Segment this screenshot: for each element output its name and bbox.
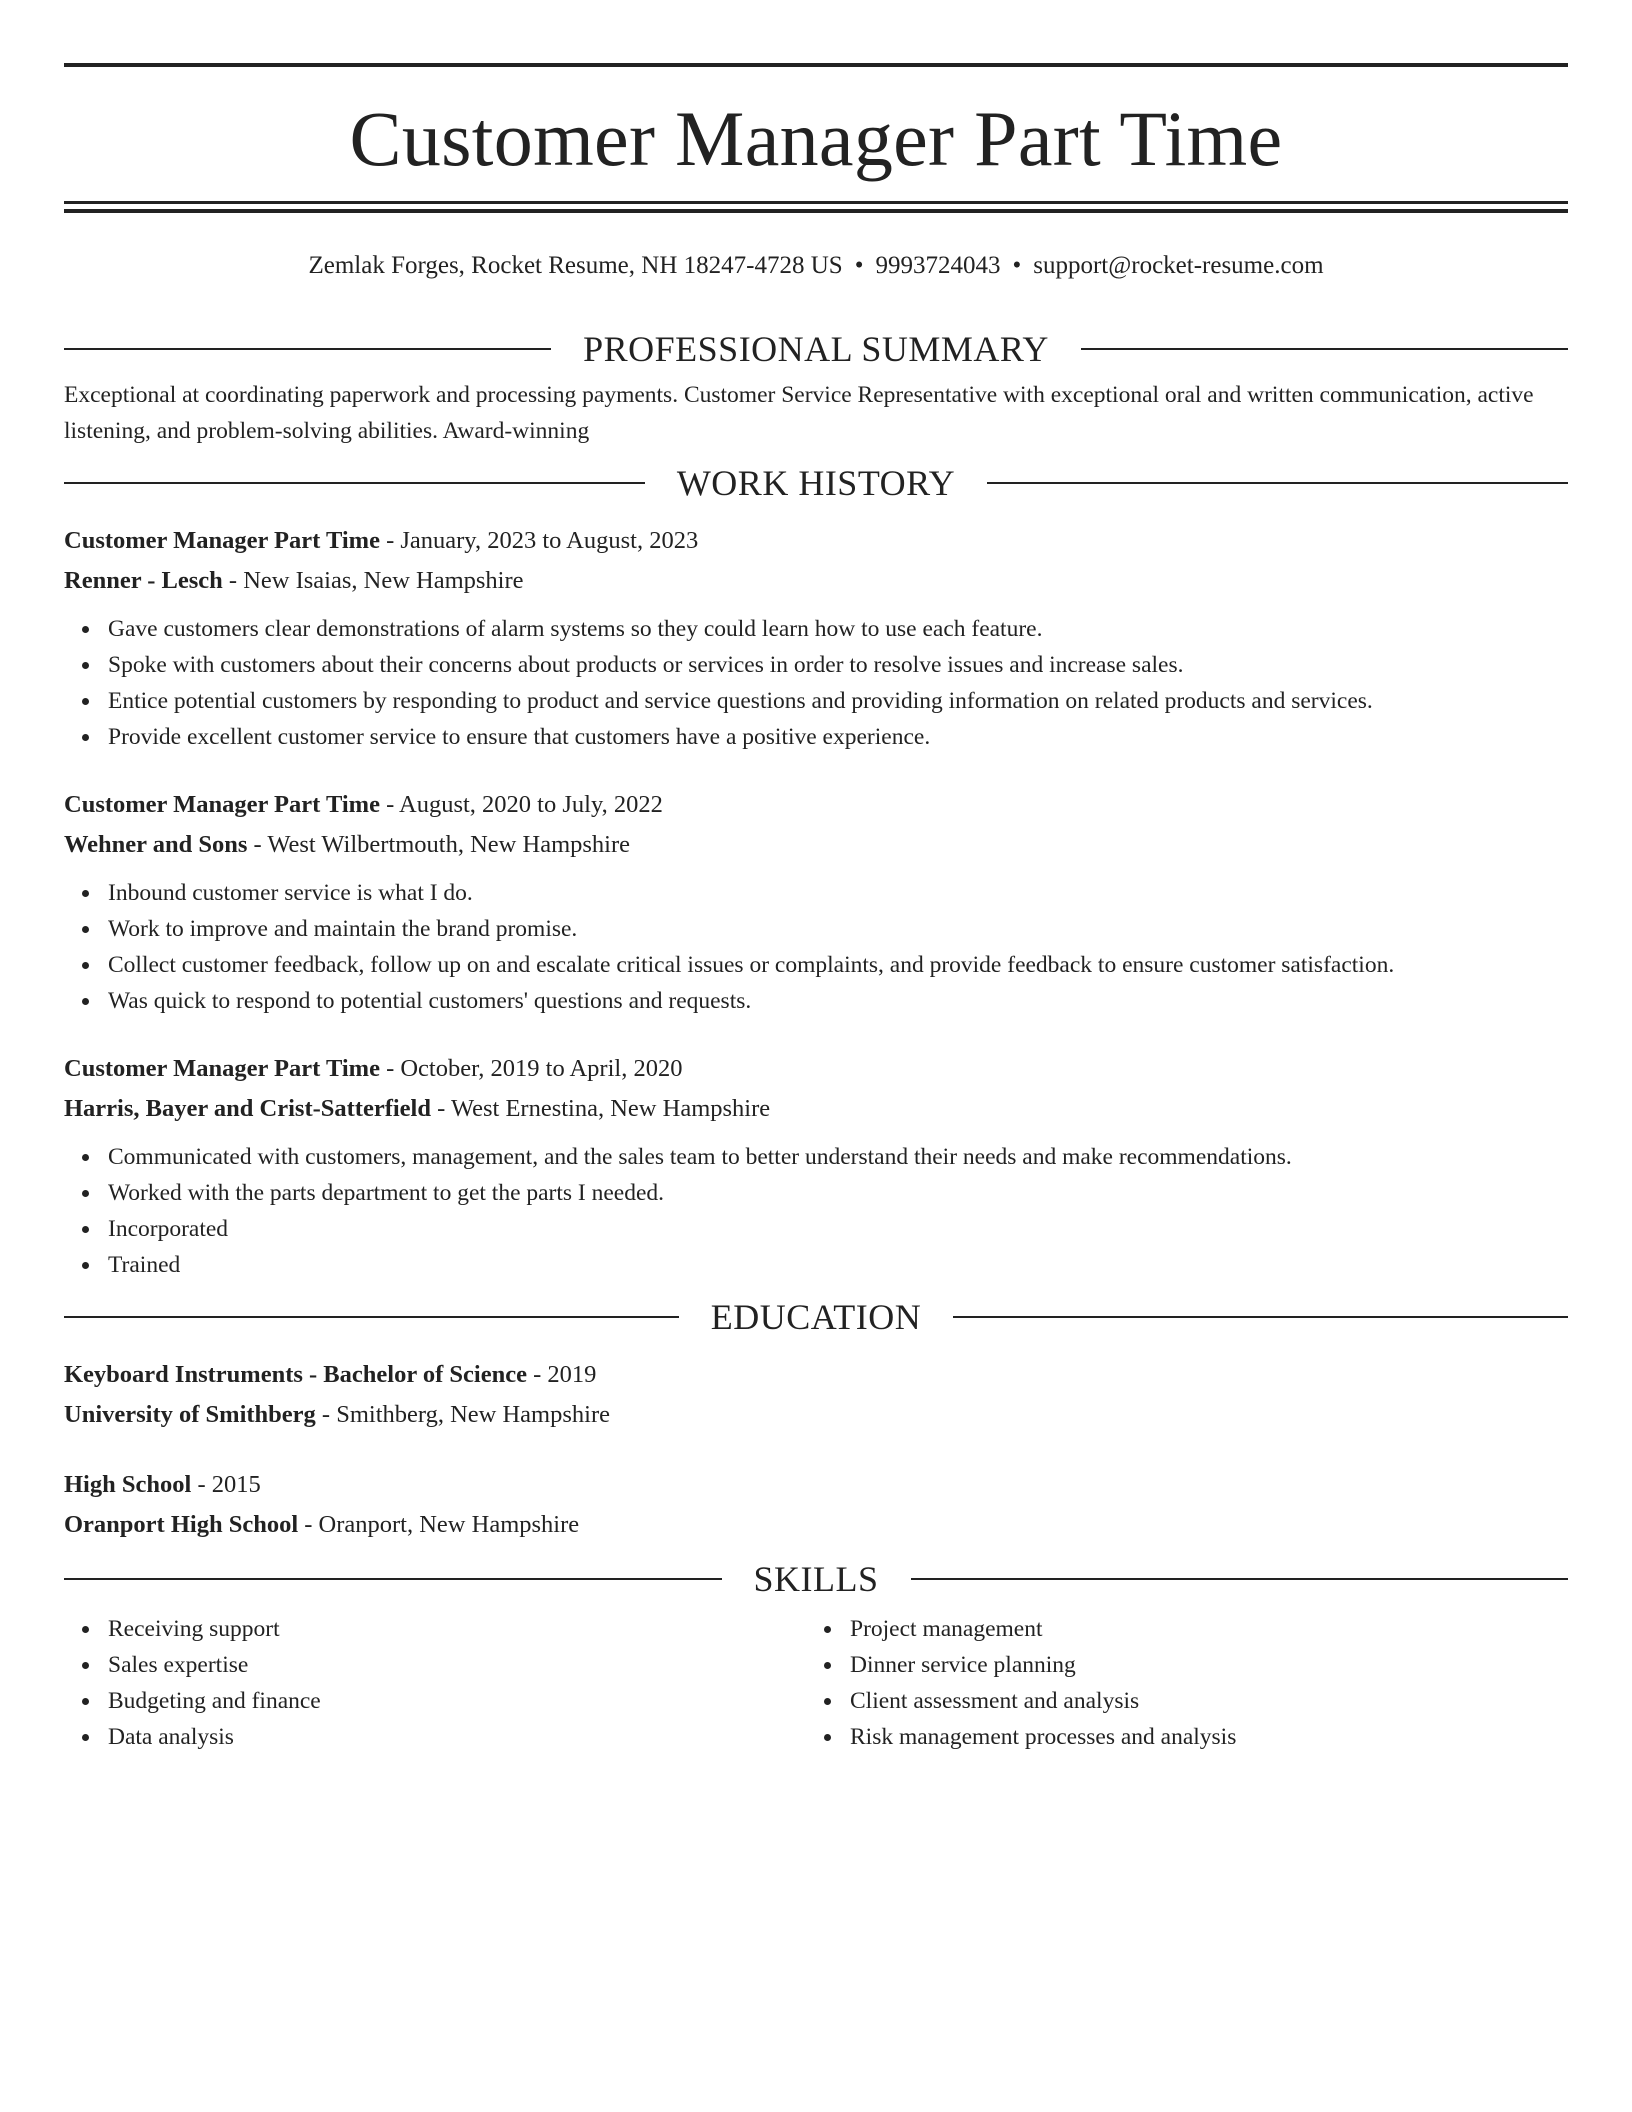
divider-line	[953, 1316, 1568, 1318]
education-section-heading	[64, 1297, 1568, 1337]
job-company: Renner - Lesch	[64, 567, 223, 594]
job-entry	[64, 521, 1568, 755]
contact-phone: 9993724043	[875, 252, 1001, 279]
summary-section-heading	[64, 329, 1568, 369]
contact-line	[64, 249, 1568, 283]
section-title: PROFESSIONAL SUMMARY	[583, 329, 1049, 369]
degree-line	[64, 1465, 1568, 1505]
list-item: Incorporated	[108, 1211, 1568, 1247]
education-entry	[64, 1355, 1568, 1435]
section-title: SKILLS	[753, 1559, 879, 1599]
job-title-line	[64, 521, 1568, 561]
job-company-line	[64, 825, 1568, 865]
skills-list	[64, 1607, 1568, 1755]
list-item: Work to improve and maintain the brand promise.	[108, 911, 1568, 947]
school-name: Oranport High School	[64, 1511, 299, 1538]
job-title: Customer Manager Part Time	[64, 791, 380, 818]
divider-line	[911, 1578, 1569, 1580]
job-location: - West Ernestina, New Hampshire	[431, 1095, 771, 1122]
work-section-heading	[64, 463, 1568, 503]
school-line	[64, 1505, 1568, 1545]
skills-column-left	[64, 1607, 806, 1755]
degree-year: - 2015	[191, 1471, 261, 1498]
list-item: Gave customers clear demonstrations of alarm systems so they could learn how to use each feature.	[108, 611, 1568, 647]
job-location: - West Wilbertmouth, New Hampshire	[247, 831, 630, 858]
education-entry	[64, 1465, 1568, 1545]
divider-line	[64, 348, 551, 350]
list-item: Data analysis	[108, 1719, 806, 1755]
degree-name: Keyboard Instruments - Bachelor of Science	[64, 1361, 527, 1388]
degree-name: High School	[64, 1471, 192, 1498]
school-location: - Smithberg, New Hampshire	[315, 1401, 610, 1428]
job-company: Wehner and Sons	[64, 831, 248, 858]
school-line	[64, 1395, 1568, 1435]
section-title: EDUCATION	[710, 1297, 922, 1337]
skills-section-heading	[64, 1559, 1568, 1599]
divider-line	[64, 1316, 679, 1318]
job-company-line	[64, 1089, 1568, 1129]
list-item: Sales expertise	[108, 1647, 806, 1683]
list-item: Provide excellent customer service to ensure that customers have a positive experience.	[108, 719, 1568, 755]
job-company-line	[64, 561, 1568, 601]
list-item: Collect customer feedback, follow up on and escalate critical issues or complaints, and provide feedback to ensure customer satisfaction.	[108, 947, 1568, 983]
job-location: - New Isaias, New Hampshire	[222, 567, 524, 594]
job-bullets	[64, 875, 1568, 1019]
contact-email: support@rocket-resume.com	[1033, 252, 1324, 279]
page-title: Customer Manager Part Time	[349, 95, 1283, 182]
list-item: Trained	[108, 1247, 1568, 1283]
list-item: Budgeting and finance	[108, 1683, 806, 1719]
list-item: Communicated with customers, management, and the sales team to better understand their needs and make recommendations.	[108, 1139, 1568, 1175]
top-rule	[64, 63, 1568, 67]
job-dates: - August, 2020 to July, 2022	[379, 791, 663, 818]
job-title: Customer Manager Part Time	[64, 527, 380, 554]
skills-column-right	[806, 1607, 1548, 1755]
degree-year: - 2019	[526, 1361, 597, 1388]
school-name: University of Smithberg	[64, 1401, 316, 1428]
contact-separator: •	[1012, 252, 1022, 279]
skills-bullets	[64, 1611, 806, 1755]
job-dates: - January, 2023 to August, 2023	[379, 527, 699, 554]
list-item: Risk management processes and analysis	[850, 1719, 1548, 1755]
divider-line	[987, 482, 1568, 484]
list-item: Dinner service planning	[850, 1647, 1548, 1683]
job-bullets	[64, 611, 1568, 755]
divider-line	[64, 482, 645, 484]
list-item: Client assessment and analysis	[850, 1683, 1548, 1719]
skills-bullets	[806, 1611, 1548, 1755]
job-title: Customer Manager Part Time	[64, 1055, 380, 1082]
contact-separator: •	[854, 252, 864, 279]
school-location: - Oranport, New Hampshire	[298, 1511, 580, 1538]
summary-text: Exceptional at coordinating paperwork and processing payments. Customer Service Representative with exceptional oral and written communication, active listening, and problem-solving abilities. Award-winning	[64, 382, 1534, 444]
section-title: WORK HISTORY	[676, 463, 956, 503]
divider-line	[1081, 348, 1568, 350]
list-item: Worked with the parts department to get the parts I needed.	[108, 1175, 1568, 1211]
list-item: Inbound customer service is what I do.	[108, 875, 1568, 911]
job-title-line	[64, 785, 1568, 825]
divider-line	[64, 1578, 722, 1580]
list-item: Was quick to respond to potential customers' questions and requests.	[108, 983, 1568, 1019]
job-company: Harris, Bayer and Crist-Satterfield	[64, 1095, 431, 1122]
job-bullets	[64, 1139, 1568, 1283]
contact-address: Zemlak Forges, Rocket Resume, NH 18247-4728 US	[308, 252, 843, 279]
job-entry	[64, 785, 1568, 1019]
degree-line	[64, 1355, 1568, 1395]
title-double-rule	[64, 201, 1568, 213]
list-item: Project management	[850, 1611, 1548, 1647]
list-item: Spoke with customers about their concerns about products or services in order to resolve issues and increase sales.	[108, 647, 1568, 683]
job-dates: - October, 2019 to April, 2020	[379, 1055, 683, 1082]
job-title-line	[64, 1049, 1568, 1089]
list-item: Entice potential customers by responding to product and service questions and providing information on related products and services.	[108, 683, 1568, 719]
job-entry	[64, 1049, 1568, 1283]
list-item: Receiving support	[108, 1611, 806, 1647]
